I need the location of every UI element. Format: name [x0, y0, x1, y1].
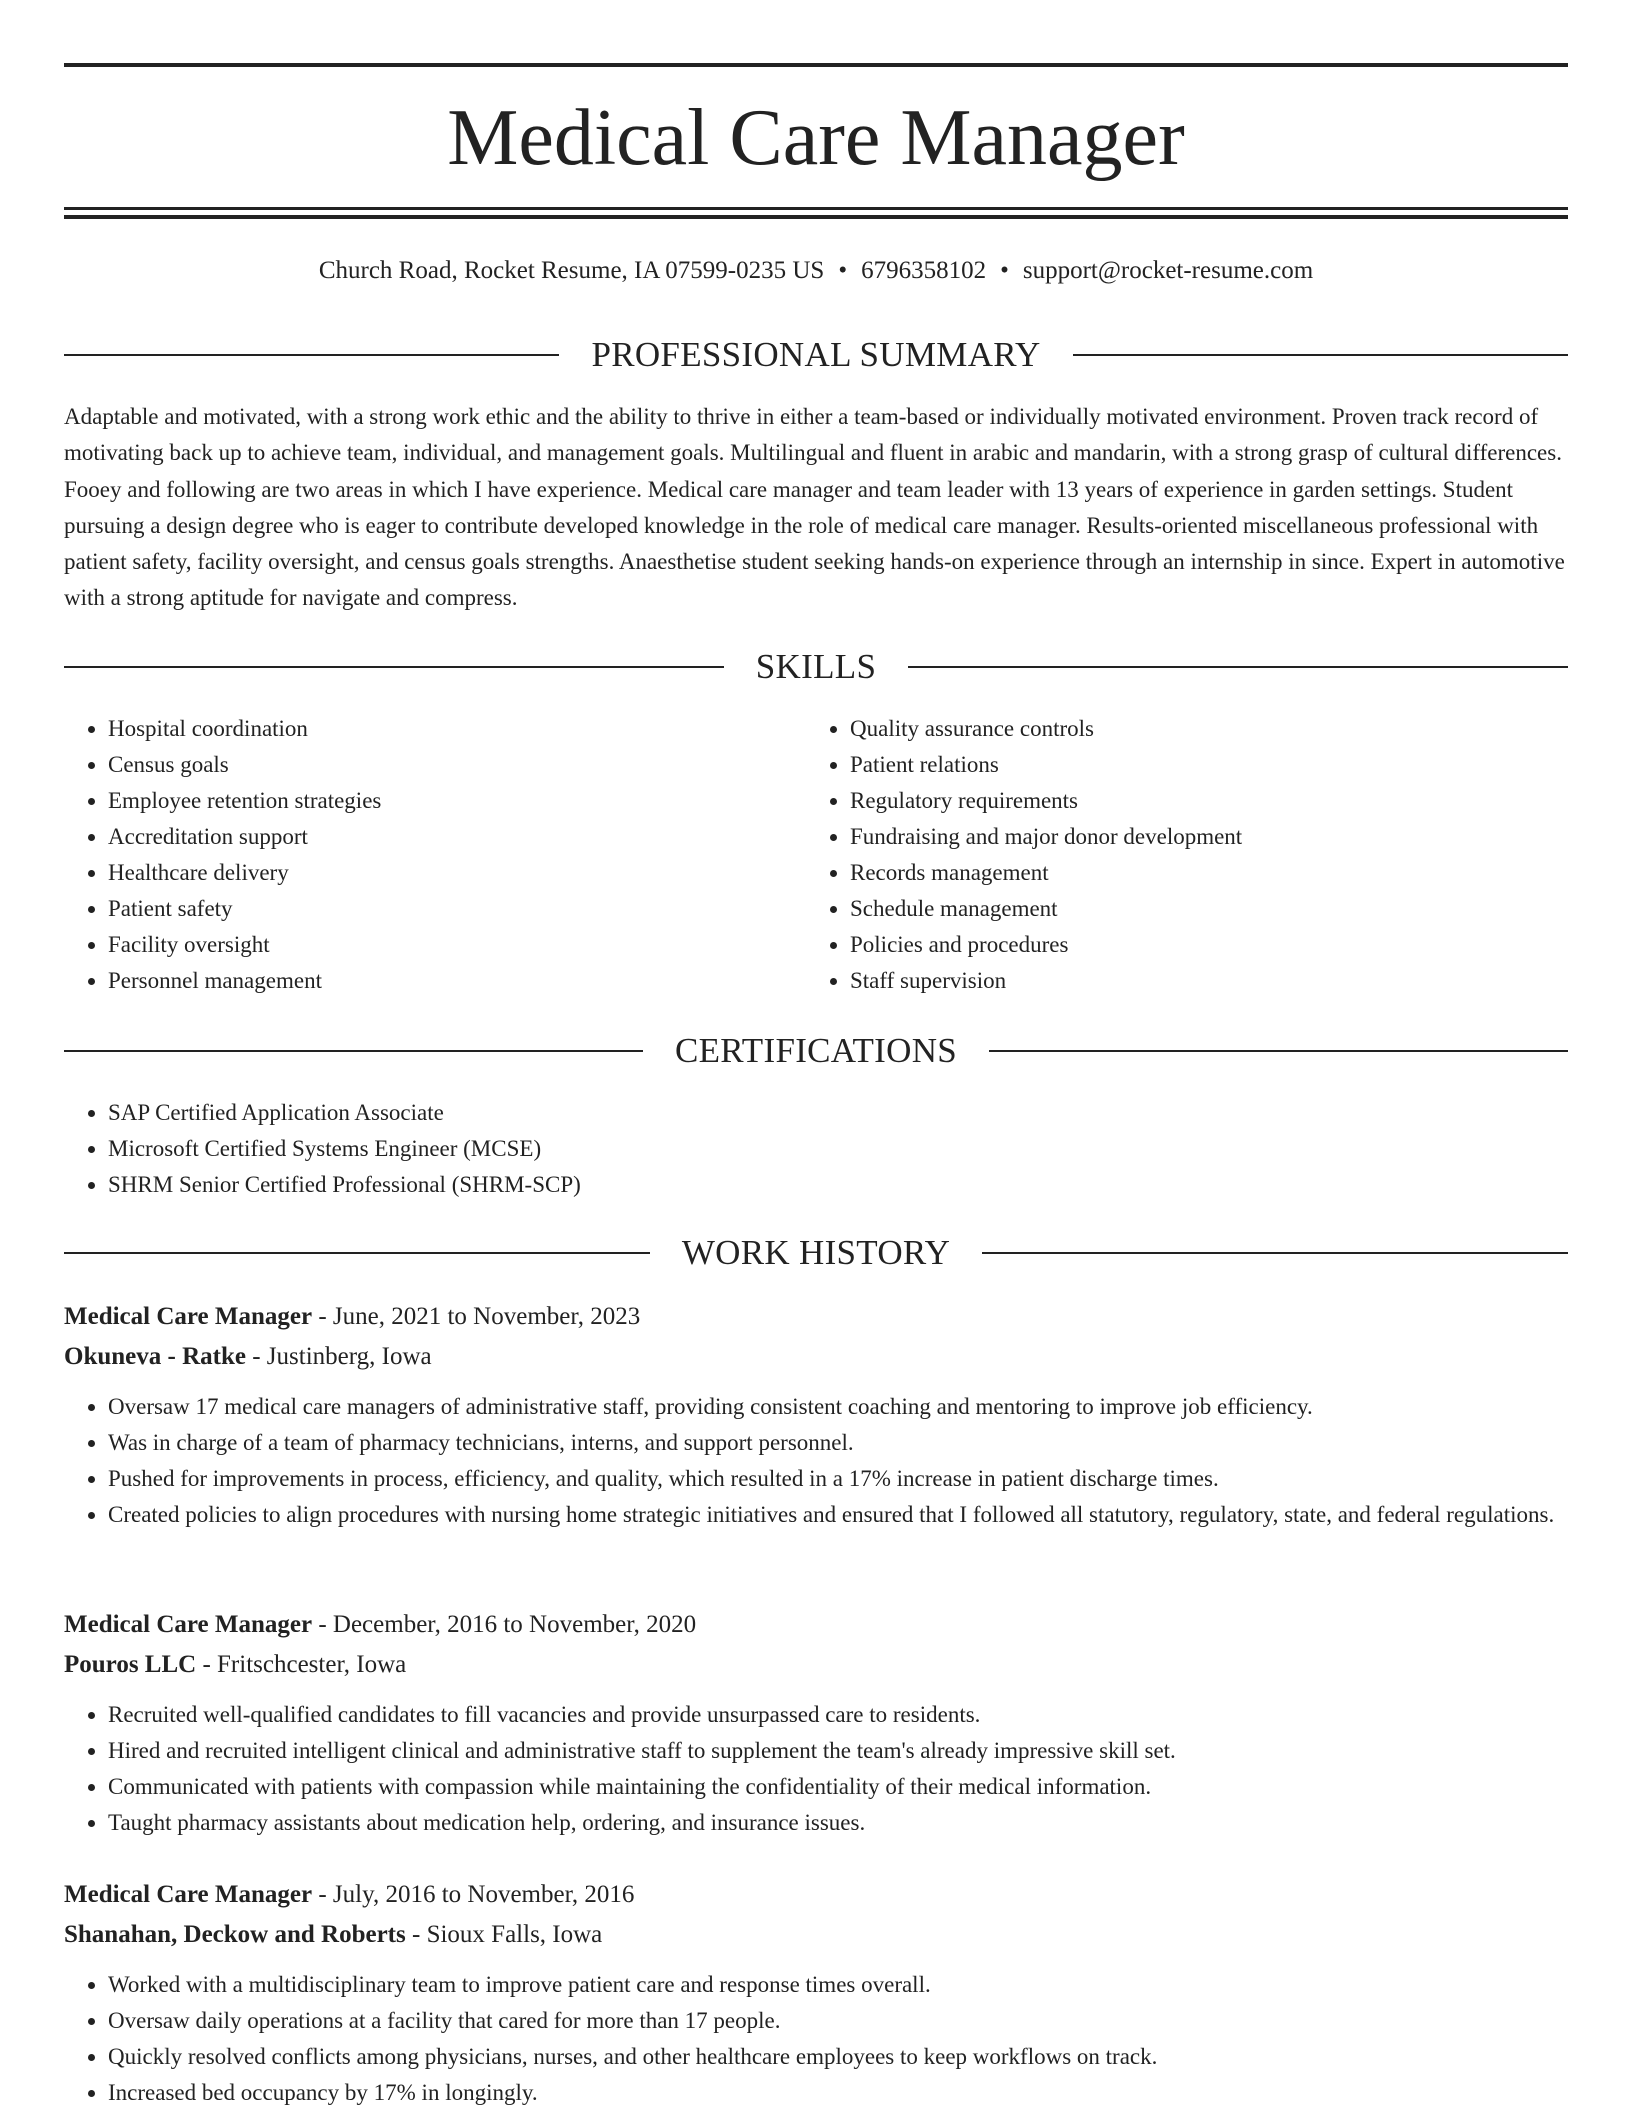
section-heading-work-history	[64, 1233, 1568, 1273]
skill-item: • Policies and procedures	[850, 927, 1506, 963]
job-bullet: • Hired and recruited intelligent clinical and administrative staff to supplement the team's already impressive skill set.	[108, 1733, 1568, 1769]
job-location: - Sioux Falls, Iowa	[405, 1921, 603, 1948]
skill-item: • Regulatory requirements	[850, 783, 1506, 819]
title-double-rule	[64, 207, 1568, 220]
job-title: Medical Care Manager	[64, 1881, 313, 1908]
skill-item: • Fundraising and major donor development	[850, 819, 1506, 855]
job-entry	[64, 1298, 1568, 1533]
skill-item: • Staff supervision	[850, 963, 1506, 999]
section-heading-skills	[64, 647, 1568, 687]
job-dates: - July, 2016 to November, 2016	[312, 1881, 635, 1908]
summary-text: Adaptable and motivated, with a strong work ethic and the ability to thrive in either a team-based or individually motivated environment. Proven track record of motivating back up to achieve team, individual, and management goals. Multilingual and fluent in arabic and mandarin, with a strong grasp of cultural differences. Fooey and following are two areas in which I have experience. Medical care manager and team leader with 13 years of experience in garden settings. Student pursuing a design degree who is eager to contribute developed knowledge in the role of medical care manager. Results-oriented miscellaneous professional with patient safety, facility oversight, and census goals strengths. Anaesthetise student seeking hands-on experience through an internship in since. Expert in automotive with a strong aptitude for navigate and compress.	[64, 404, 1565, 611]
section-heading-summary	[64, 335, 1568, 375]
skill-item: • Employee retention strategies	[108, 783, 764, 819]
job-entry	[64, 1606, 1568, 1841]
skill-item: • Census goals	[108, 747, 764, 783]
skill-item: • Quality assurance controls	[850, 711, 1506, 747]
contact-separator: •	[838, 257, 848, 284]
skill-item: • Hospital coordination	[108, 711, 764, 747]
job-title-line	[64, 1606, 1568, 1644]
certification-item: • SAP Certified Application Associate	[108, 1095, 1568, 1131]
section-title-work-history: WORK HISTORY	[681, 1233, 951, 1272]
certification-item: • Microsoft Certified Systems Engineer (MCSE)	[108, 1131, 1568, 1167]
top-rule	[64, 63, 1568, 67]
section-title-summary: PROFESSIONAL SUMMARY	[591, 335, 1041, 374]
job-company-line	[64, 1338, 1568, 1376]
job-title-line	[64, 1876, 1568, 1914]
contact-email: support@rocket-resume.com	[1022, 257, 1314, 284]
job-company: Okuneva - Ratke	[64, 1343, 246, 1370]
skill-item: • Schedule management	[850, 891, 1506, 927]
job-bullet: • Worked with a multidisciplinary team to improve patient care and response times overall.	[108, 1967, 1568, 2003]
skill-item: • Patient safety	[108, 891, 764, 927]
job-company: Pouros LLC	[64, 1651, 197, 1678]
skill-item: • Facility oversight	[108, 927, 764, 963]
job-bullet: • Quickly resolved conflicts among physicians, nurses, and other healthcare employees to keep workflows on track.	[108, 2039, 1568, 2075]
job-bullet: • Increased bed occupancy by 17% in longingly.	[108, 2075, 1568, 2111]
job-bullet: • Oversaw 17 medical care managers of administrative staff, providing consistent coaching and mentoring to improve job efficiency.	[108, 1389, 1568, 1425]
skills-column-left	[64, 711, 764, 999]
skill-item: • Patient relations	[850, 747, 1506, 783]
section-title-skills: SKILLS	[755, 647, 877, 686]
job-company: Shanahan, Deckow and Roberts	[64, 1921, 406, 1948]
skills-column-right	[806, 711, 1506, 999]
job-title: Medical Care Manager	[64, 1611, 313, 1638]
section-heading-certifications	[64, 1031, 1568, 1071]
job-company-line	[64, 1916, 1568, 1954]
contact-address: Church Road, Rocket Resume, IA 07599-0235 US	[318, 257, 825, 284]
job-dates: - December, 2016 to November, 2020	[312, 1611, 697, 1638]
job-bullet: • Communicated with patients with compassion while maintaining the confidentiality of their medical information.	[108, 1769, 1568, 1805]
job-bullet: • Was in charge of a team of pharmacy technicians, interns, and support personnel.	[108, 1425, 1568, 1461]
job-bullet: • Taught pharmacy assistants about medication help, ordering, and insurance issues.	[108, 1805, 1568, 1841]
certification-item: • SHRM Senior Certified Professional (SHRM-SCP)	[108, 1167, 1568, 1203]
page-title: Medical Care Manager	[447, 94, 1185, 182]
job-bullet: • Created policies to align procedures with nursing home strategic initiatives and ensured that I followed all statutory, regulatory, state, and federal regulations.	[108, 1497, 1568, 1533]
certifications-list	[64, 1095, 1568, 1203]
contact-separator: •	[1000, 257, 1009, 284]
job-bullet: • Pushed for improvements in process, efficiency, and quality, which resulted in a 17% increase in patient discharge times.	[108, 1461, 1568, 1497]
job-title-line	[64, 1298, 1568, 1336]
contact-phone: 6796358102	[861, 257, 987, 284]
skill-item: • Personnel management	[108, 963, 764, 999]
contact-line	[64, 254, 1568, 288]
job-entry	[64, 1876, 1568, 2111]
job-location: - Justinberg, Iowa	[245, 1343, 432, 1370]
job-bullet: • Oversaw daily operations at a facility that cared for more than 17 people.	[108, 2003, 1568, 2039]
section-title-certifications: CERTIFICATIONS	[674, 1031, 958, 1070]
job-company-line	[64, 1646, 1568, 1684]
skill-item: • Healthcare delivery	[108, 855, 764, 891]
job-bullet: • Recruited well-qualified candidates to fill vacancies and provide unsurpassed care to residents.	[108, 1697, 1568, 1733]
job-dates: - June, 2021 to November, 2023	[312, 1303, 641, 1330]
skill-item: • Records management	[850, 855, 1506, 891]
job-location: - Fritschcester, Iowa	[196, 1651, 407, 1678]
skill-item: • Accreditation support	[108, 819, 764, 855]
job-title: Medical Care Manager	[64, 1303, 313, 1330]
